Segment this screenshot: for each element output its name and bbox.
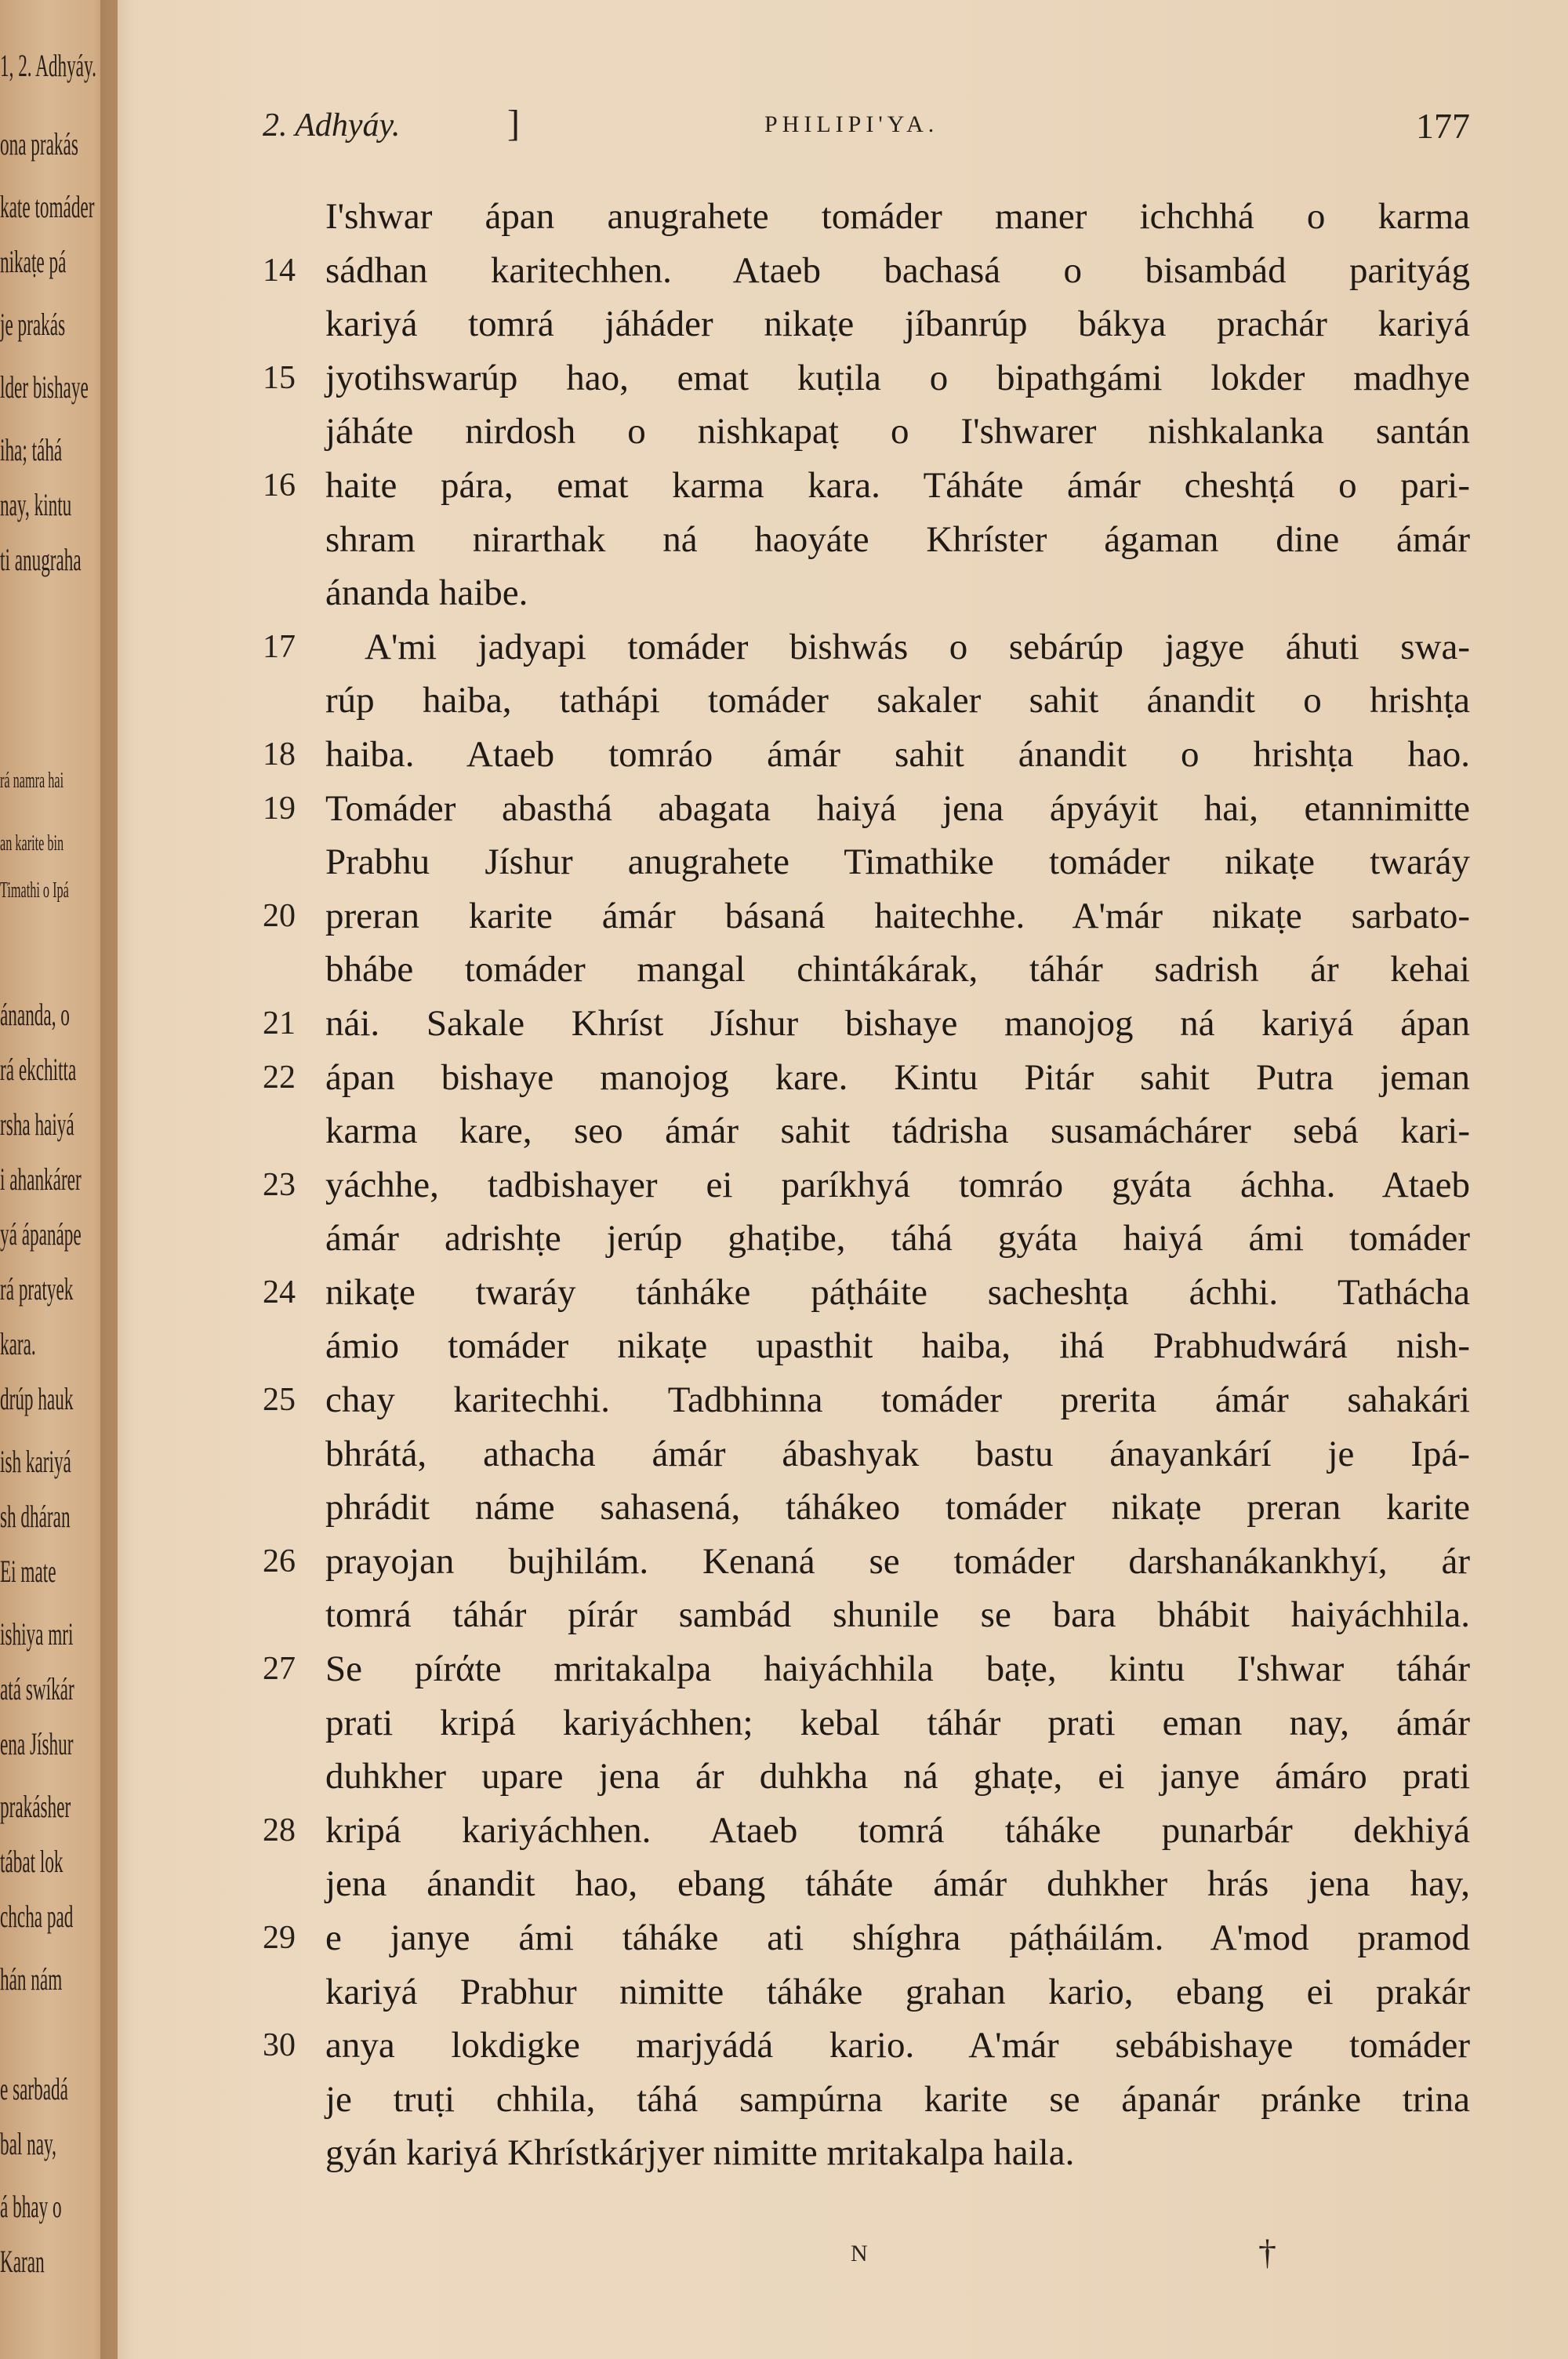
line-text: bhrátá, athacha ámár ábashyak bastu ánayankárí je Ipá- (325, 1433, 1470, 1474)
text-line (263, 566, 1470, 620)
line-text: haiba. Ataeb tomráo ámár sahit ánandit o hrishṭa hao. (325, 733, 1470, 775)
line-text: chay karitechhi. Tadbhinna tomáder prerita ámár sahakári (325, 1379, 1470, 1421)
verse-number: 23 (263, 1166, 296, 1203)
adjacent-page-fragment: kara. (0, 1326, 36, 1361)
adjacent-page-fragment: rá pratyek (0, 1271, 74, 1307)
adjacent-page-fragment: Timathi o Ipá (0, 878, 69, 903)
text-line (263, 405, 1470, 459)
text-line (263, 1804, 1470, 1858)
line-text: haite pára, emat karma kara. Táháte ámár cheshṭá o pari- (325, 464, 1470, 506)
line-text: Tomáder abasthá abagata haiyá jena ápyáyit hai, etannimitte (325, 787, 1470, 829)
line-text: yáchhe, tadbishayer ei paríkhyá tomráo gyáta áchha. Ataeb (325, 1164, 1470, 1205)
verse-number: 24 (263, 1274, 296, 1310)
adjacent-page-fragment: je prakás (0, 307, 66, 342)
adjacent-page-fragment: kate tomáder (0, 189, 95, 224)
line-text: A'mi jadyapi tomáder bishwás o sebárúp jagye áhuti swa- (365, 626, 1470, 667)
adjacent-page-fragment: rá ekchitta (0, 1052, 77, 1087)
text-line (263, 1642, 1470, 1696)
line-text: anya lokdigke marjyádá kario. A'már sebábishaye tomáder (325, 2025, 1470, 2066)
adjacent-page-fragment: ti anugraha (0, 542, 82, 577)
line-text: bhábe tomáder mangal chintákárak, táhár sadrish ár kehai (325, 949, 1470, 990)
adjacent-page-fragment: ánanda, o (0, 997, 70, 1032)
text-line (263, 1588, 1470, 1642)
adjacent-page-fragment: e sarbadá (0, 2071, 68, 2106)
chapter-label: 2. Adhyáy. (263, 107, 401, 144)
line-text: nái. Sakale Khríst Jíshur bishaye manojog ná kariyá ápan (325, 1002, 1470, 1044)
text-line (263, 1104, 1470, 1158)
dagger-mark: † (1258, 2232, 1276, 2272)
text-line (263, 782, 1470, 836)
verse-number: 21 (263, 1005, 296, 1041)
verse-number: 16 (263, 467, 296, 503)
verse-number: 25 (263, 1382, 296, 1419)
text-line (263, 889, 1470, 943)
adjacent-page-fragment: á bhay o (0, 2189, 62, 2224)
header-bracket: ] (507, 103, 520, 144)
adjacent-page-fragment: prakásher (0, 1789, 71, 1824)
text-line (263, 1051, 1470, 1105)
line-text: je truṭi chhila, táhá sampúrna karite se ápanár pránke trina (325, 2078, 1470, 2120)
text-line (263, 1750, 1470, 1804)
verse-number: 18 (263, 736, 296, 772)
adjacent-page-fragment: rsha haiyá (0, 1107, 74, 1142)
adjacent-page-fragment: an karite bin (0, 831, 64, 856)
text-line (263, 2126, 1470, 2180)
adjacent-page-fragment: tábat lok (0, 1844, 64, 1879)
text-line (263, 1212, 1470, 1266)
text-line (263, 1965, 1470, 2019)
text-line (263, 728, 1470, 782)
line-text: e janye ámi táháke ati shíghra páṭháilám. A'mod pramod (325, 1917, 1470, 1958)
line-text: Prabhu Jíshur anugrahete Timathike tomáder nikaṭe twaráy (325, 841, 1470, 883)
text-line (263, 674, 1470, 728)
text-line (263, 1911, 1470, 1965)
line-text: Se pírάte mritakalpa haiyáchhila baṭe, kintu I'shwar táhár (325, 1648, 1470, 1690)
adjacent-page-fragment: atá swíkár (0, 1671, 74, 1707)
adjacent-page-fragment: Karan (0, 2244, 45, 2279)
adjacent-page-fragment: ish kariyá (0, 1444, 71, 1479)
text-line (263, 1158, 1470, 1212)
adjacent-page-fragment: drúp hauk (0, 1381, 74, 1416)
page-footer (263, 2231, 1470, 2278)
adjacent-page-fragment: hán nám (0, 1961, 63, 1997)
line-text: I'shwar ápan anugrahete tomáder maner ichchhá o karma (325, 196, 1470, 237)
line-text: kariyá Prabhur nimitte táháke grahan kario, ebang ei prakár (325, 1971, 1470, 2012)
text-line (263, 1535, 1470, 1589)
text-line (263, 1266, 1470, 1320)
adjacent-page-fragment: bal nay, (0, 2126, 56, 2161)
line-text: sádhan karitechhen. Ataeb bachasá o bisambád parityág (325, 249, 1470, 291)
verse-number: 27 (263, 1651, 296, 1688)
book-title: PHILIPI'YA. (764, 111, 939, 137)
text-line (263, 1427, 1470, 1481)
verse-number: 22 (263, 1059, 296, 1096)
line-text: rúp haiba, tathápi tomáder sakaler sahit ánandit o hrishṭa (325, 680, 1470, 722)
verse-number: 20 (263, 897, 296, 934)
text-line (263, 620, 1470, 674)
adjacent-page-fragment: yá ápanápe (0, 1216, 82, 1252)
line-text: gyán kariyá Khrístkárjyer nimitte mritakalpa haila. (325, 2132, 1075, 2174)
verse-number: 26 (263, 1543, 296, 1579)
page-fold-shadow (100, 0, 135, 2359)
adjacent-page-fragment: lder bishaye (0, 369, 89, 405)
line-text: kripá kariyáchhen. Ataeb tomrá táháke punarbár dekhiyá (325, 1809, 1470, 1851)
adjacent-page-fragment: nikaṭe pá (0, 244, 67, 279)
adjacent-page-fragment: ena Jíshur (0, 1726, 74, 1761)
verse-number: 19 (263, 790, 296, 827)
verse-number: 17 (263, 628, 296, 665)
text-line (263, 1857, 1470, 1911)
verse-number: 14 (263, 252, 296, 289)
adjacent-page-fragment: iha; táhá (0, 432, 63, 467)
adjacent-page-fragment: i ahankárer (0, 1161, 82, 1197)
text-line (263, 351, 1470, 405)
text-line (263, 943, 1470, 997)
adjacent-page-fragment: ona prakás (0, 126, 78, 162)
adjacent-page-fragment: nay, kintu (0, 487, 72, 522)
line-text: jena ánandit hao, ebang táháte ámár duhkher hrás jena hay, (325, 1863, 1470, 1905)
signature-mark: N (851, 2241, 868, 2266)
line-text: ápan bishaye manojog kare. Kintu Pitár sahit Putra jeman (325, 1056, 1470, 1098)
adjacent-page-fragment: rá namra hai (0, 769, 64, 793)
text-line (263, 835, 1470, 889)
line-text: jáháte nirdosh o nishkapaṭ o I'shwarer nishkalanka santán (325, 411, 1470, 453)
adjacent-page-fragment: sh dháran (0, 1499, 71, 1534)
text-line (263, 1373, 1470, 1427)
adjacent-page-fragment: chcha pad (0, 1899, 74, 1934)
verse-number: 15 (263, 359, 296, 396)
line-text: ámár adrishṭe jerúp ghaṭibe, táhá gyáta haiyá ámi tomáder (325, 1218, 1470, 1259)
line-text: nikaṭe twaráy tánháke páṭháite sacheshṭa áchhi. Tathácha (325, 1271, 1470, 1313)
line-text: preran karite ámár básaná haitechhe. A'már nikaṭe sarbato- (325, 895, 1470, 936)
line-text: duhkher upare jena ár duhkha ná ghaṭe, ei janye ámáro prati (325, 1756, 1470, 1797)
line-text: ámio tomáder nikaṭe upasthit haiba, ihá Prabhudwárá nish- (325, 1325, 1470, 1367)
text-line (263, 297, 1470, 351)
text-line (263, 190, 1470, 244)
verse-number: 29 (263, 1920, 296, 1956)
line-text: tomrá táhár pírár sambád shunile se bara bhábit haiyáchhila. (325, 1594, 1470, 1636)
adjacent-page-fragment: Ei mate (0, 1554, 56, 1589)
text-line (263, 244, 1470, 298)
line-text: ánanda haibe. (325, 572, 528, 614)
text-line (263, 459, 1470, 513)
running-header (263, 102, 1470, 157)
adjacent-page-fragment: ishiya mri (0, 1616, 74, 1652)
line-text: kariyá tomrá jáháder nikaṭe jíbanrúp bákya prachár kariyá (325, 304, 1470, 345)
line-text: shram nirarthak ná haoyáte Khríster ágaman dine ámár (325, 518, 1470, 560)
verse-number: 28 (263, 1812, 296, 1848)
text-line (263, 1696, 1470, 1750)
text-line (263, 513, 1470, 567)
line-text: phrádit náme sahasená, táhákeo tomáder nikaṭe preran karite (325, 1487, 1470, 1528)
text-line (263, 1481, 1470, 1535)
page-number: 177 (1416, 106, 1470, 146)
line-text: jyotihswarúp hao, emat kuṭila o bipathgámi lokder madhye (325, 357, 1470, 398)
text-line (263, 2073, 1470, 2127)
scripture-text (263, 190, 1470, 2180)
verse-number: 30 (263, 2027, 296, 2064)
line-text: karma kare, seo ámár sahit tádrisha susamáchárer sebá kari- (325, 1110, 1470, 1152)
line-text: prayojan bujhilám. Kenaná se tomáder darshanákankhyí, ár (325, 1540, 1470, 1582)
text-line (263, 1319, 1470, 1373)
adjacent-page-fragment: 1, 2. Adhyáy. (0, 48, 96, 83)
text-line (263, 997, 1470, 1051)
text-line (263, 2019, 1470, 2073)
line-text: prati kripá kariyáchhen; kebal táhár prati eman nay, ámár (325, 1702, 1470, 1743)
